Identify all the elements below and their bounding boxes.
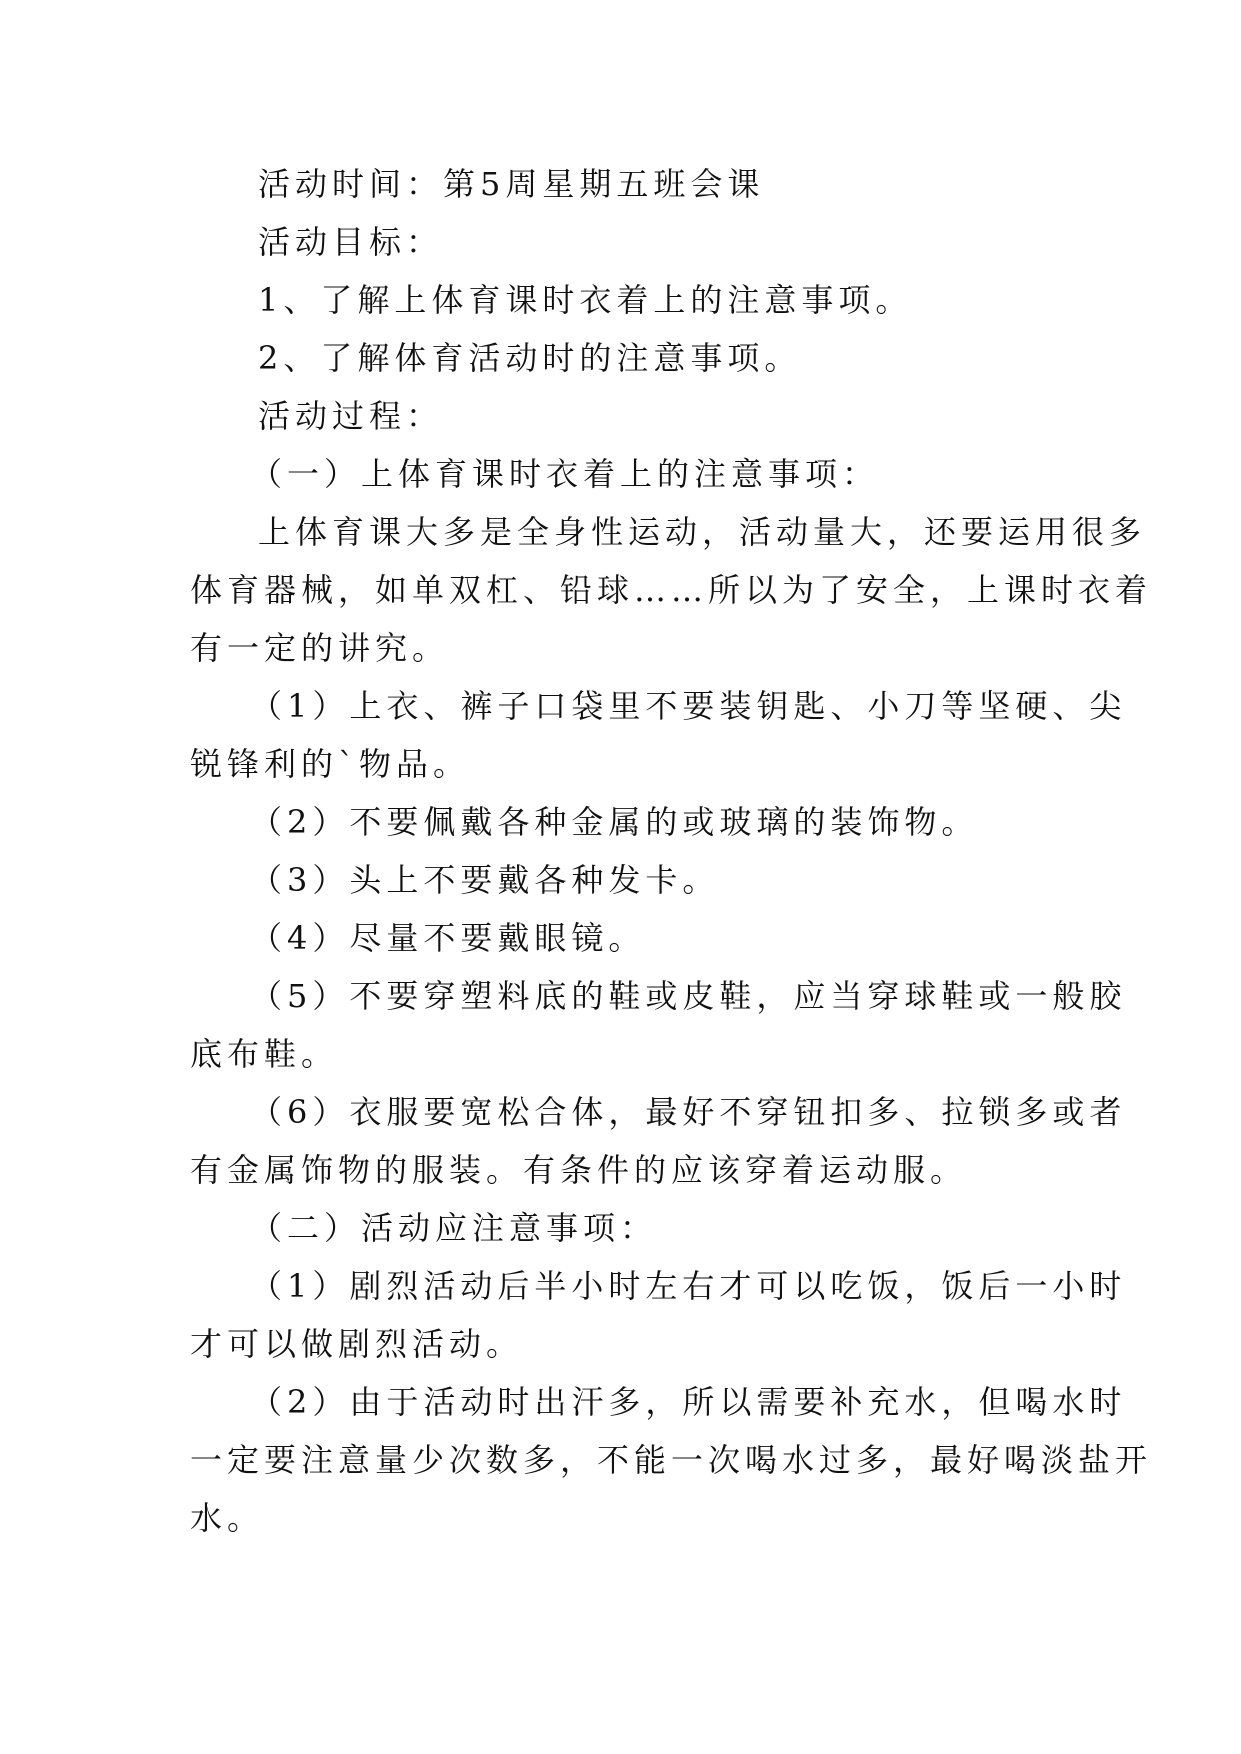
- list-item-1: （1）上衣、裤子口袋里不要装钥匙、小刀等坚硬、尖: [250, 687, 1127, 725]
- document-body: [190, 155, 1153, 1547]
- section-two-heading: （二）活动应注意事项：: [250, 1209, 658, 1247]
- list-item-1-continued: 锐锋利的`物品。: [190, 745, 471, 783]
- list-item-6: （6）衣服要宽松合体，最好不穿钮扣多、拉锁多或者: [250, 1093, 1127, 1131]
- section-two-item-1: （1）剧烈活动后半小时左右才可以吃饭，饭后一小时: [250, 1267, 1127, 1305]
- section-one-heading: （一）上体育课时衣着上的注意事项：: [250, 455, 880, 493]
- list-item-6-continued: 有金属饰物的服装。有条件的应该穿着运动服。: [190, 1151, 968, 1189]
- list-item-5: （5）不要穿塑料底的鞋或皮鞋，应当穿球鞋或一般胶: [250, 977, 1127, 1015]
- goal-item-1: 1、了解上体育课时衣着上的注意事项。: [258, 281, 913, 319]
- goal-item-2: 2、了解体育活动时的注意事项。: [258, 339, 802, 377]
- section-two-item-2: （2）由于活动时出汗多，所以需要补充水，但喝水时: [250, 1383, 1127, 1421]
- list-item-5-continued: 底布鞋。: [190, 1035, 339, 1073]
- list-item-4: （4）尽量不要戴眼镜。: [250, 919, 646, 957]
- section-two-item-1-continued: 才可以做剧烈活动。: [190, 1325, 524, 1363]
- list-item-2: （2）不要佩戴各种金属的或玻璃的装饰物。: [250, 803, 979, 841]
- activity-process-heading: 活动过程：: [258, 397, 444, 435]
- section-two-item-2-continued: 一定要注意量少次数多，不能一次喝水过多，最好喝淡盐开: [190, 1441, 1153, 1479]
- paragraph-line: 有一定的讲究。: [190, 629, 450, 667]
- section-two-item-2-continued: 水。: [190, 1499, 265, 1537]
- activity-time-line: 活动时间：第5周星期五班会课: [258, 165, 765, 203]
- paragraph-line: 体育器械，如单双杠、铅球……所以为了安全，上课时衣着: [190, 571, 1153, 609]
- paragraph-line: 上体育课大多是全身性运动，活动量大，还要运用很多: [258, 513, 1147, 551]
- activity-goal-heading: 活动目标：: [258, 223, 444, 261]
- list-item-3: （3）头上不要戴各种发卡。: [250, 861, 720, 899]
